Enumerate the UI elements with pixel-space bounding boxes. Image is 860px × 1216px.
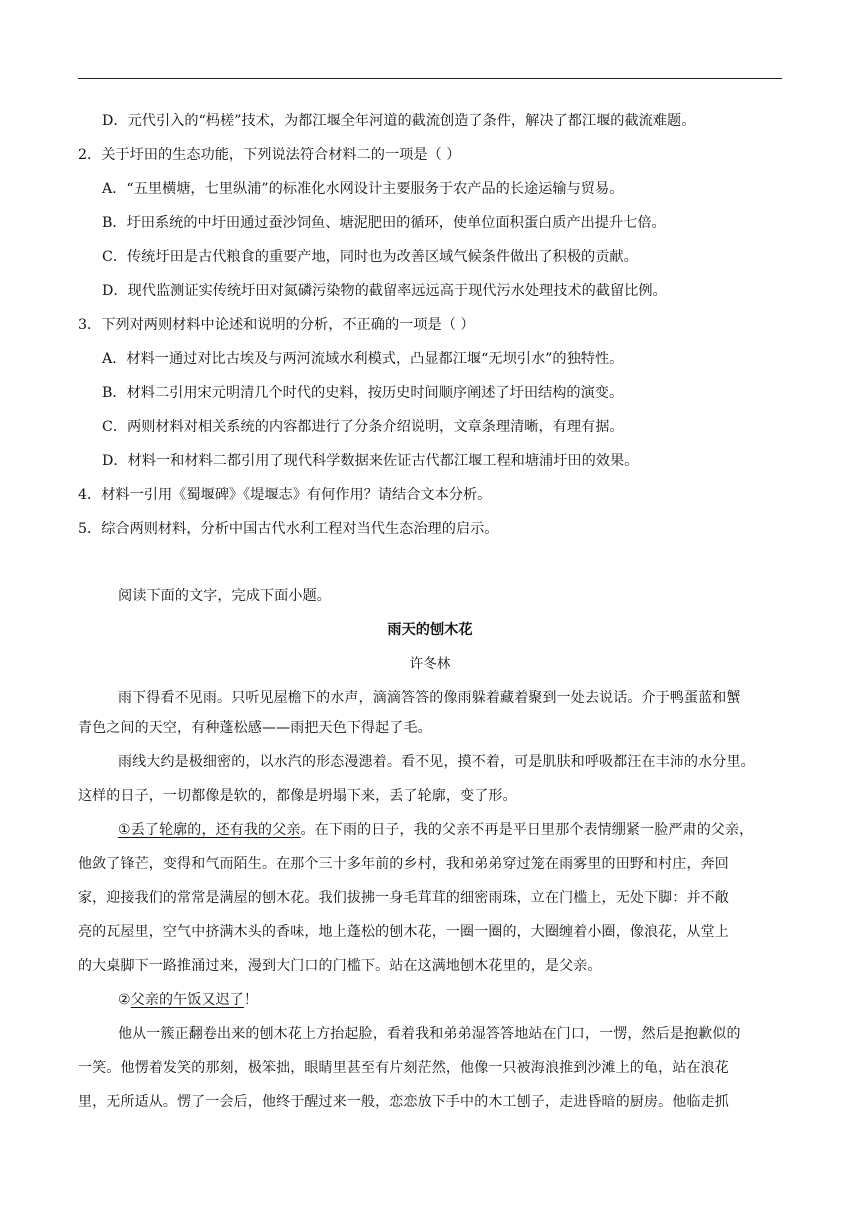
story-title: 雨天的刨木花 <box>387 622 473 638</box>
header-rule <box>78 78 782 79</box>
story-p3-line3: 家，迎接我们的常常是满屋的刨木花。我们拔拂一身毛茸茸的细密雨珠，立在门槛上，无处下脚：并不敞 <box>78 890 729 906</box>
story-p4 <box>118 990 258 1010</box>
underlined-sentence-1: ①丢了轮廓的，还有我的父亲 <box>118 822 301 838</box>
story-p5-line2: 一笑。他愣着发笑的那刻，极笨拙，眼睛里甚至有片刻茫然，他像一只被海浪推到沙滩上的龟，站在浪花 <box>78 1060 729 1076</box>
story-p3-line4: 亮的瓦屋里，空气中挤满木头的香味，地上蓬松的刨木花，一圈一圈的，大圈缠着小圈，像浪花，从堂上 <box>78 924 729 940</box>
q3-option-b: B．材料二引用宋元明清几个时代的史料，按历史时间顺序阐述了圩田结构的演变。 <box>102 385 624 401</box>
story-p3-line1 <box>118 820 753 840</box>
story-p3-line1-rest: 。在下雨的日子，我的父亲不再是平日里那个表情绷紧一脸严肃的父亲， <box>300 822 754 838</box>
q3-option-c: C．两则材料对相关系统的内容都进行了分条介绍说明，文章条理清晰，有理有据。 <box>102 419 624 435</box>
q2-option-b: B．圩田系统的中圩田通过蚕沙饲鱼、塘泥肥田的循环，使单位面积蛋白质产出提升七倍。 <box>102 215 666 231</box>
story-p2-line2: 这样的日子，一切都像是软的，都像是坍塌下来，丢了轮廓，变了形。 <box>78 788 517 804</box>
story-p3-line5: 的大桌脚下一路推涌过来，漫到大门口的门槛下。站在这满地刨木花里的，是父亲。 <box>78 958 602 974</box>
question-5: 5．综合两则材料，分析中国古代水利工程对当代生态治理的启示。 <box>78 521 499 537</box>
q2-option-a: A．“五里横塘，七里纵浦”的标准化水网设计主要服务于农产品的长途运输与贸易。 <box>102 181 624 197</box>
question-3: 3．下列对两则材料中论述和说明的分析，不正确的一项是（ ） <box>78 317 475 333</box>
question-2: 2．关于圩田的生态功能，下列说法符合材料二的一项是（ ） <box>78 147 461 163</box>
story-p5-line1: 他从一簇正翻卷出来的刨木花上方抬起脸，看着我和弟弟湿答答地站在门口，一愣，然后是抱歉似的 <box>118 1026 741 1042</box>
q3-option-d: D．材料一和材料二都引用了现代科学数据来佐证古代都江堰工程和塘浦圩田的效果。 <box>102 453 639 469</box>
q1-option-d: D．元代引入的“杩槎”技术，为都江堰全年河道的截流创造了条件，解决了都江堰的截流难题。 <box>102 113 696 129</box>
story-p4-rest: ！ <box>243 992 259 1008</box>
reading-intro: 阅读下面的文字，完成下面小题。 <box>118 588 331 604</box>
story-p1-line2: 青色之间的天空，有种蓬松感——雨把天色下得起了毛。 <box>78 720 432 736</box>
story-p5-line3: 里，无所适从。愣了一会后，他终于醒过来一般，恋恋放下手中的木工刨子，走进昏暗的厨房。他临走抓 <box>78 1094 729 1110</box>
question-4: 4．材料一引用《蜀堰碑》《堤堰志》有何作用？请结合文本分析。 <box>78 487 492 503</box>
underlined-sentence-2: 父亲的午饭又迟了 <box>130 992 244 1008</box>
q2-option-c: C．传统圩田是古代粮食的重要产地，同时也为改善区域气候条件做出了积极的贡献。 <box>102 249 638 265</box>
story-p1-line1: 雨下得看不见雨。只听见屋檐下的水声，滴滴答答的像雨躲着藏着聚到一处去说话。介于鸭蛋蓝和蟹 <box>118 690 741 706</box>
circled-number-2: ② <box>118 992 131 1008</box>
story-p2-line1: 雨线大约是极细密的，以水汽的形态漫漶着。看不见，摸不着，可是肌肤和呼吸都汪在丰沛的水分里。 <box>118 754 755 770</box>
q2-option-d: D．现代监测证实传统圩田对氮磷污染物的截留率远远高于现代污水处理技术的截留比例。 <box>102 283 667 299</box>
q3-option-a: A．材料一通过对比古埃及与两河流域水利模式，凸显都江堰“无坝引水”的独特性。 <box>102 351 624 367</box>
story-p3-line2: 他敛了锋芒，变得和气而陌生。在那个三十多年前的乡村，我和弟弟穿过笼在雨雾里的田野和村庄，奔回 <box>78 856 729 872</box>
story-author: 许冬林 <box>409 656 451 672</box>
